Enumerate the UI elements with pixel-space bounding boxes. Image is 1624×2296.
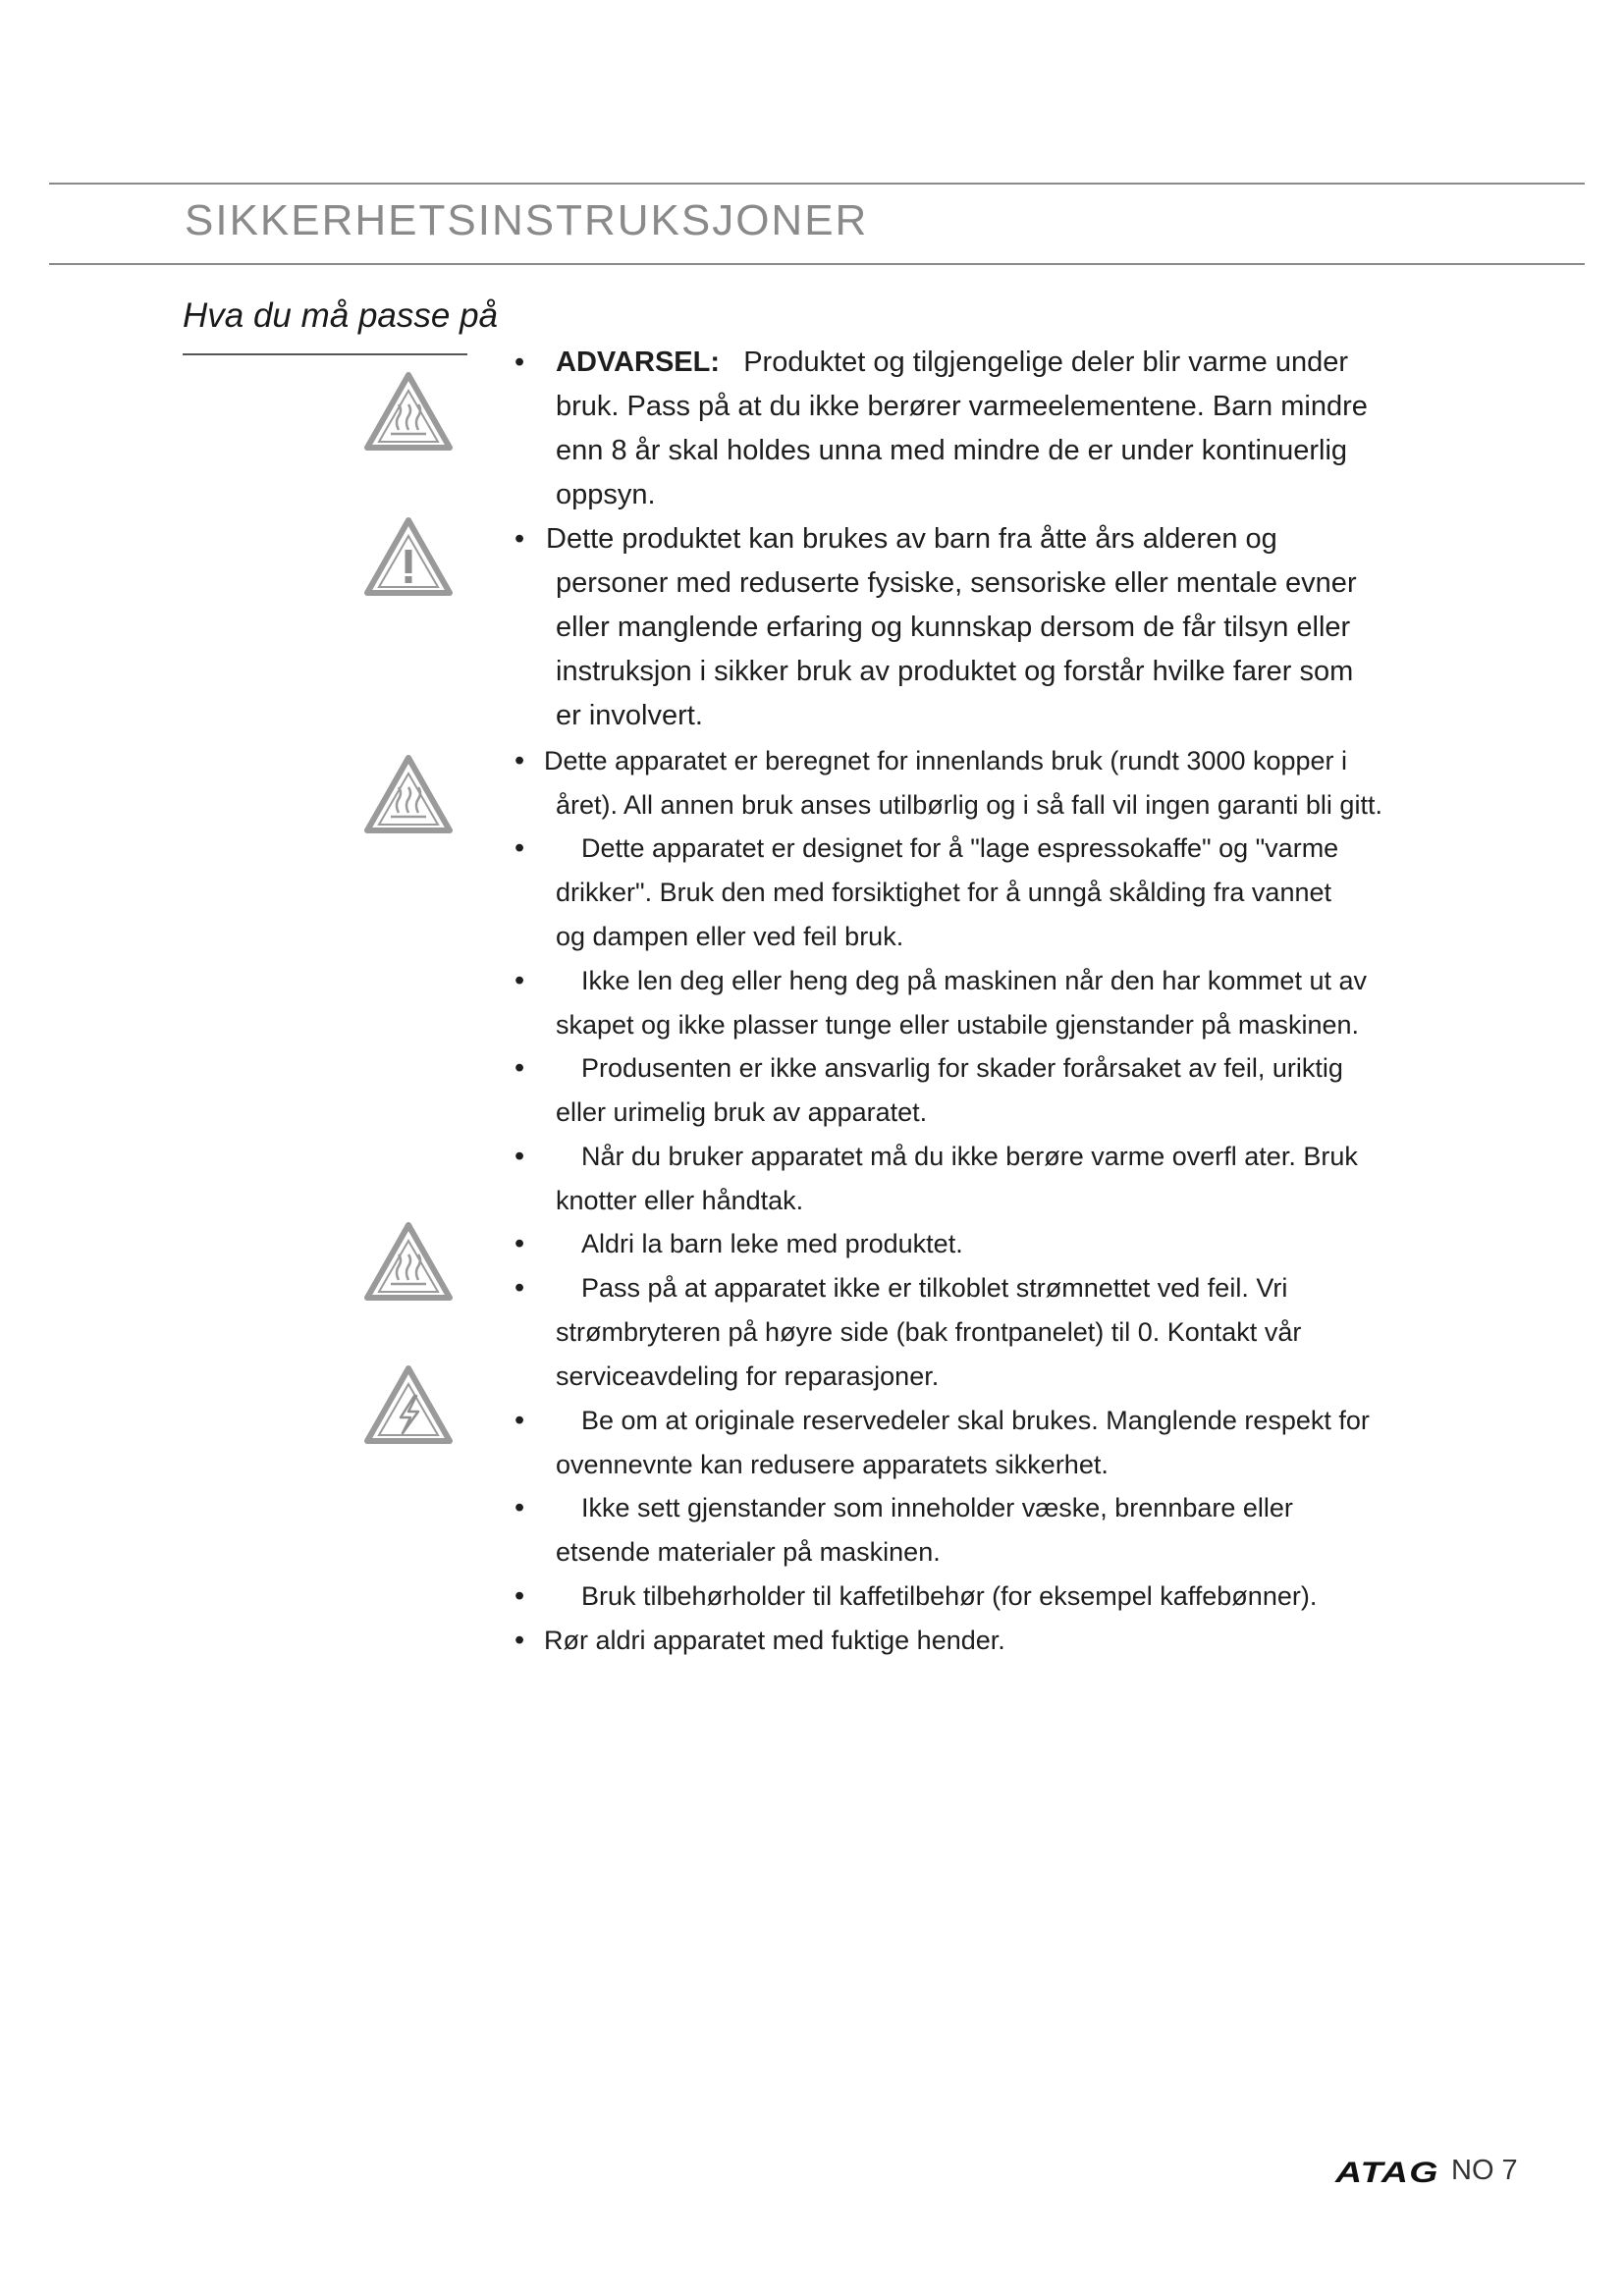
bullet-line: knotter eller håndtak. (556, 1186, 804, 1215)
bullet-line: skapet og ikke plasser tunge eller ustabile gjenstander på maskinen. (556, 1010, 1359, 1040)
bullet-line: oppsyn. (556, 479, 656, 510)
bullet-line: eller manglende erfaring og kunnskap dersom de får tilsyn eller (556, 612, 1351, 643)
bullet-dot: • (514, 1625, 525, 1656)
bullet-line: ADVARSEL: Produktet og tilgjengelige deler blir varme under (556, 347, 1348, 378)
bullet-dot: • (514, 347, 525, 378)
bullet-dot: • (514, 745, 525, 776)
page-number: NO 7 (1451, 2155, 1518, 2186)
bullet-line: Aldri la barn leke med produktet. (581, 1229, 963, 1258)
bullet-line: strømbryteren på høyre side (bak frontpanelet) til 0. Kontakt vår (556, 1317, 1302, 1347)
bullet-line: Rør aldri apparatet med fuktige hender. (544, 1626, 1005, 1655)
brand-logo: ATAG (1335, 2157, 1439, 2189)
bullet-line: etsende materialer på maskinen. (556, 1537, 941, 1567)
section-heading: Hva du må passe på (183, 296, 499, 335)
section-heading-underline (183, 353, 467, 355)
bullet-line: Dette apparatet er designet for å "lage espressokaffe" og "varme (581, 833, 1339, 863)
general-warning-icon (361, 514, 456, 599)
bullet-line: Pass på at apparatet ikke er tilkoblet strømnettet ved feil. Vri (581, 1273, 1288, 1303)
bullet-dot: • (514, 1405, 525, 1436)
bullet-line: personer med reduserte fysiske, sensoriske eller mentale evner (556, 567, 1357, 599)
bullet-line: Be om at originale reservedeler skal brukes. Manglende respekt for (581, 1406, 1370, 1435)
bullet-line: serviceavdeling for reparasjoner. (556, 1362, 940, 1391)
bullet-dot: • (514, 1272, 525, 1304)
page-title: SIKKERHETSINSTRUKSJONER (185, 196, 869, 244)
bullet-line: og dampen eller ved feil bruk. (556, 922, 904, 951)
bullet-dot: • (514, 832, 525, 864)
bullet-line: Produsenten er ikke ansvarlig for skader forårsaket av feil, uriktig (581, 1053, 1343, 1083)
bullet-dot: • (514, 1052, 525, 1084)
bullet-dot: • (514, 1141, 525, 1172)
bullet-line: Ikke len deg eller heng deg på maskinen når den har kommet ut av (581, 966, 1367, 995)
title-rule (49, 263, 1585, 265)
warning-label: ADVARSEL: (556, 347, 721, 378)
bullet-line: Når du bruker apparatet må du ikke berøre varme overfl ater. Bruk (581, 1142, 1358, 1171)
bullet-line: drikker". Bruk den med forsiktighet for å unngå skålding fra vannet (556, 878, 1332, 907)
bullet-line: er involvert. (556, 700, 703, 731)
bullet-line: enn 8 år skal holdes unna med mindre de er under kontinuerlig (556, 435, 1348, 466)
bullet-line: instruksjon i sikker bruk av produktet og forstår hvilke farer som (556, 656, 1354, 687)
hot-surface-icon (361, 369, 456, 454)
bullet-line: Dette apparatet er beregnet for innenlands bruk (rundt 3000 kopper i (544, 746, 1348, 775)
top-rule (49, 183, 1585, 185)
bullet-dot: • (514, 1580, 525, 1612)
electric-shock-icon (361, 1362, 456, 1447)
bullet-dot: • (514, 523, 525, 555)
bullet-line: eller urimelig bruk av apparatet. (556, 1097, 928, 1127)
hot-surface-icon (361, 752, 456, 836)
bullet-line: året). All annen bruk anses utilbørlig og i så fall vil ingen garanti bli gitt. (556, 790, 1382, 820)
bullet-line: Bruk tilbehørholder til kaffetilbehør (for eksempel kaffebønner). (581, 1581, 1318, 1611)
bullet-line: Dette produktet kan brukes av barn fra åtte års alderen og (546, 523, 1277, 555)
bullet-line: ovennevnte kan redusere apparatets sikkerhet. (556, 1450, 1109, 1479)
bullet-dot: • (514, 965, 525, 996)
bullet-line: bruk. Pass på at du ikke berører varmeelementene. Barn mindre (556, 391, 1368, 422)
bullet-dot: • (514, 1492, 525, 1523)
bullet-dot: • (514, 1228, 525, 1259)
bullet-line: Ikke sett gjenstander som inneholder væske, brennbare eller (581, 1493, 1293, 1522)
hot-surface-icon (361, 1219, 456, 1304)
